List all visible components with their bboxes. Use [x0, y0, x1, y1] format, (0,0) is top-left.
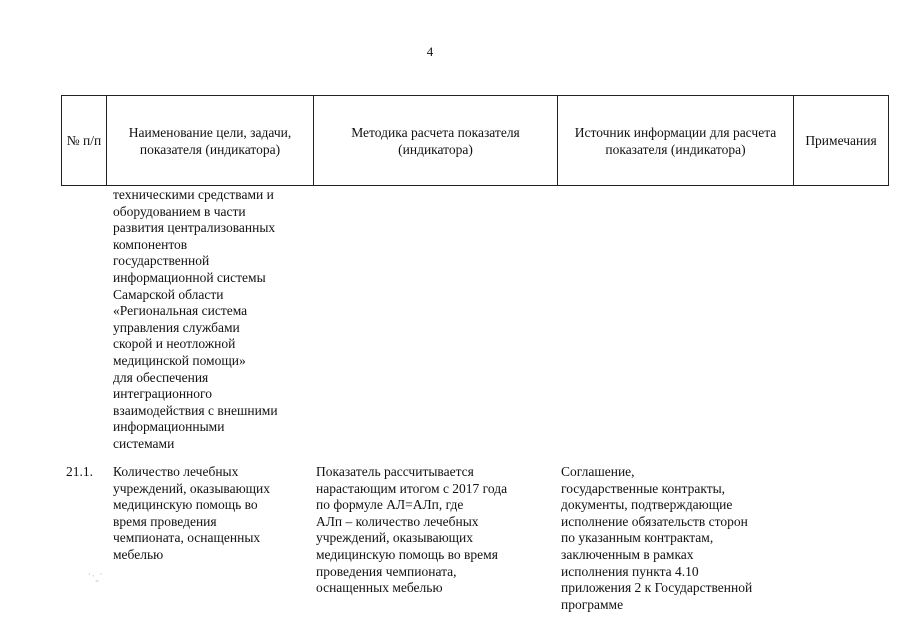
page-number: 4 — [426, 44, 434, 59]
row-name: Количество лечебных учреждений, оказывающих медицинскую помощь во время проведения чемпионата, оснащенных мебелью — [113, 464, 271, 562]
row-method: Показатель рассчитывается нарастающим итогом с 2017 года по формуле АЛ=АЛп, где АЛп – количество лечебных учреждений, оказывающих медицинскую помощь во время проведения чемпионата, оснащенных мебелью — [316, 464, 508, 596]
row-source: Соглашение, государственные контракты, документы, подтверждающие исполнение обязательств сторон по указанным контрактам, заключенным в рамках исполнения пункта 4.10 приложения 2 к Государственной программе — [561, 464, 753, 612]
header-notes: Примечания — [793, 95, 889, 186]
header-name: Наименование цели, задачи, показателя (индикатора) — [106, 95, 314, 186]
header-source: Источник информации для расчета показателя (индикатора) — [557, 95, 794, 186]
header-number: № п/п — [61, 95, 107, 186]
row-number: 21.1. — [66, 464, 93, 479]
continued-row-name: техническими средствами и оборудованием в части развития централизованных компонентов государственной информационной системы Самарской области «Региональная система управления службами скорой и неотложной медицинской помощи» для обеспечения интеграционного взаимодействия с внешними информационными системами — [113, 187, 278, 451]
scan-artifact: ˙ˑ˷˙ — [88, 572, 104, 582]
header-method: Методика расчета показателя (индикатора) — [313, 95, 558, 186]
